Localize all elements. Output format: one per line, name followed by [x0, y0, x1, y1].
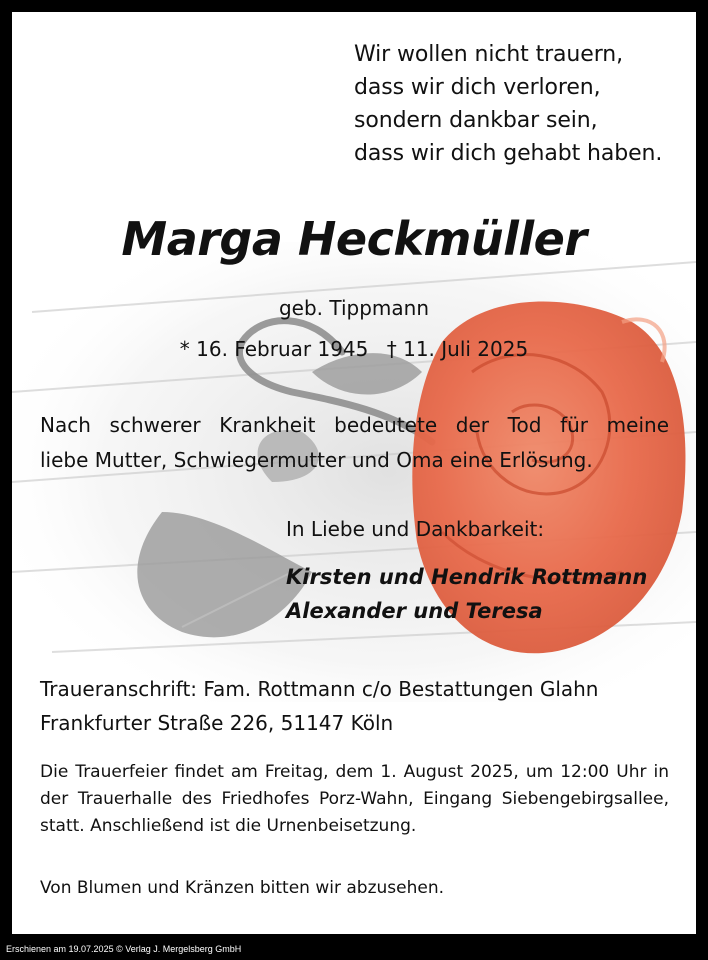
message-paragraph — [40, 408, 669, 478]
birth-date: * 16. Februar 1945 — [179, 337, 369, 361]
message-line: Nach schwerer Krankheit bedeutete der Tod für meine — [40, 413, 669, 437]
service-info: Die Trauerfeier findet am Freitag, dem 1. August 2025, um 12:00 Uhr in der Trauerhalle des Friedhofes Porz-Wahn, Eingang Siebengebirgsallee, statt. Anschließend ist die Urnenbeisetzung. — [40, 762, 669, 836]
mourning-address — [40, 672, 598, 740]
poem-line: Wir wollen nicht trauern, — [354, 42, 624, 67]
poem-line: dass wir dich verloren, — [354, 75, 601, 100]
life-dates — [12, 337, 696, 361]
poem-line: dass wir dich gehabt haben. — [354, 141, 663, 166]
address-line: Frankfurter Straße 226, 51147 Köln — [40, 711, 394, 735]
flowers-note: Von Blumen und Kränzen bitten wir abzusehen. — [40, 878, 445, 898]
message-line: liebe Mutter, Schwiegermutter und Oma eine Erlösung. — [40, 448, 593, 472]
signer-name: Alexander und Teresa — [286, 599, 543, 623]
deceased-name: Marga Heckmüller — [121, 212, 587, 266]
poem — [354, 38, 684, 170]
publication-footer: Erschienen am 19.07.2025 © Verlag J. Mergelsberg GmbH — [6, 944, 242, 954]
signers — [286, 560, 647, 628]
birth-name: geb. Tippmann — [278, 296, 430, 320]
obituary-card — [12, 12, 696, 934]
death-date: † 11. Juli 2025 — [386, 337, 529, 361]
poem-line: sondern dankbar sein, — [354, 108, 598, 133]
signer-name: Kirsten und Hendrik Rottmann — [286, 565, 648, 589]
thanks-label: In Liebe und Dankbarkeit: — [286, 517, 545, 541]
address-line: Traueranschrift: Fam. Rottmann c/o Bestattungen Glahn — [40, 677, 599, 701]
